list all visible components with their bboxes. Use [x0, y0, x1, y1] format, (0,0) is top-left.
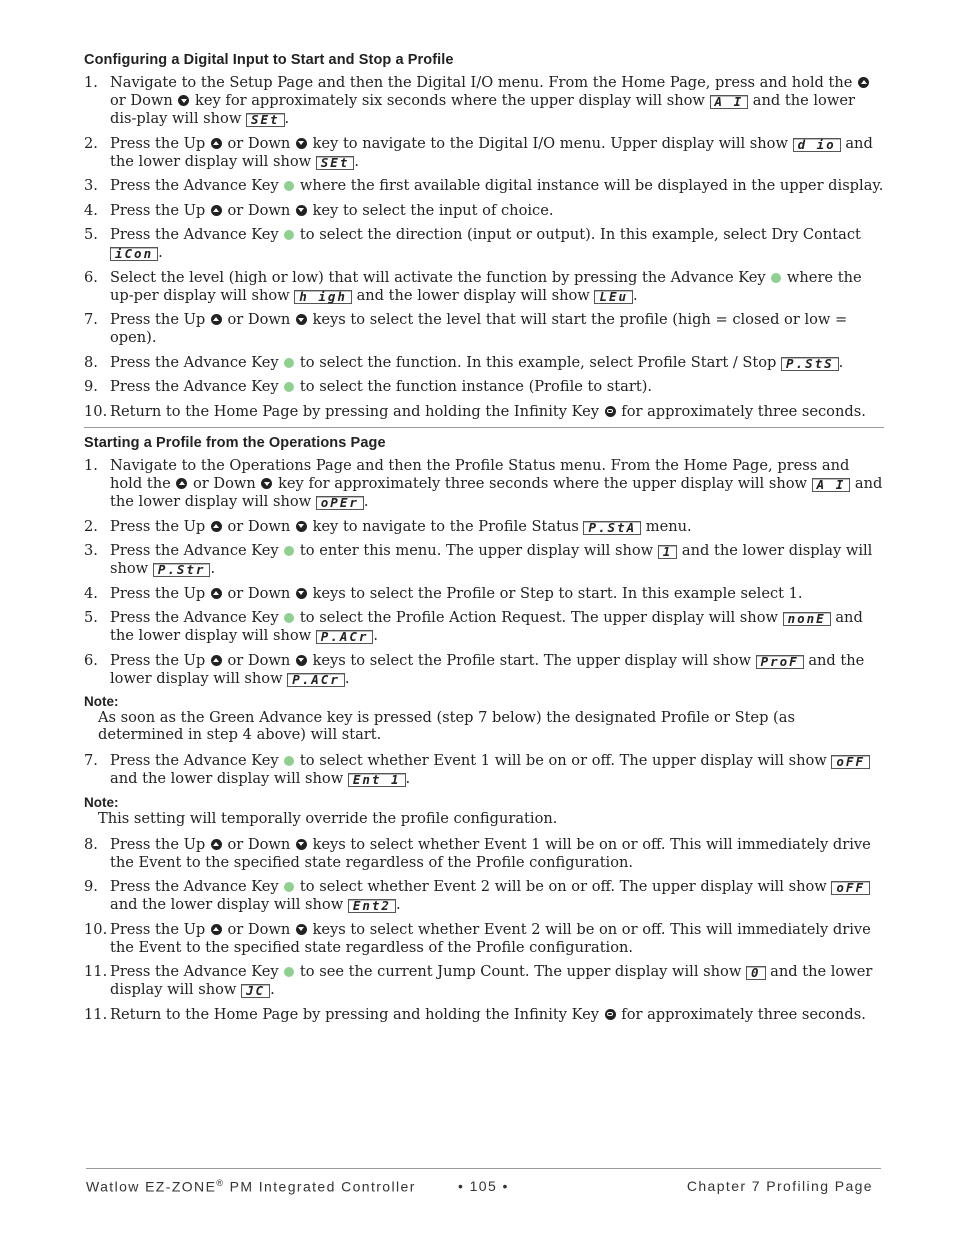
step-text-part: or Down [222, 835, 295, 853]
step-text [110, 836, 884, 872]
step-text-part: to see the current Jump Count. The upper display will show [295, 963, 746, 980]
display-readout: 0 [746, 966, 766, 980]
step-text-part: and the lower display will show [110, 134, 873, 170]
down-arrow-key-icon [261, 478, 272, 489]
step-text-part: keys to select the Profile start. The upper display will show [307, 651, 756, 669]
down-arrow-key-icon [296, 839, 307, 850]
step-text-part: to select the function instance (Profile to start). [295, 378, 653, 395]
display-readout: SEt [316, 156, 355, 170]
step-text-part: and the lower display will show [110, 475, 883, 510]
step-text-part: Press the Up [110, 517, 210, 535]
display-readout: ProF [756, 655, 804, 669]
step-text-part: Press the Advance Key [110, 226, 284, 243]
step-text-part: menu. [641, 517, 692, 535]
footer-product-name: PM Integrated Controller [224, 1178, 416, 1195]
step-text-part: keys to select whether Event 1 will be on or off. This will immediately drive the Event to the specified state regardless of the Profile configuration. [110, 835, 871, 871]
page-footer [86, 1168, 881, 1195]
step-number: 10. [84, 920, 108, 938]
step-text-part: Select the level (high or low) that will activate the function by pressing the Advance Key [110, 268, 771, 286]
step-text-part: where the up-per display will show [110, 268, 862, 304]
step-text [110, 135, 884, 171]
step-text-part: key for approximately three seconds where the upper display will show [273, 475, 812, 492]
list-item [84, 135, 884, 171]
list-item [84, 457, 884, 511]
step-text-part: and the lower display will show [110, 770, 348, 787]
note1-label: Note: [84, 694, 119, 709]
list-item [84, 609, 884, 645]
step-text-part: to select whether Event 1 will be on or off. The upper display will show [295, 752, 832, 769]
step-text-part: and the lower display will show [110, 542, 873, 577]
list-item [84, 836, 884, 872]
display-readout: JC [241, 984, 270, 998]
step-text-part: or Down [222, 584, 295, 602]
step-number: 4. [84, 584, 98, 602]
step-number: 10. [84, 402, 108, 420]
advance-key-icon [771, 273, 781, 283]
step-number: 1. [84, 74, 98, 91]
down-arrow-key-icon [296, 588, 307, 599]
step-text [110, 457, 884, 511]
step-text [110, 1006, 884, 1024]
display-readout: oFF [831, 881, 870, 895]
step-text-part: and the lower display will show [351, 286, 595, 304]
step-text-part: key to navigate to the Digital I/O menu. Upper display will show [307, 134, 793, 152]
up-arrow-key-icon [211, 205, 222, 216]
down-arrow-key-icon [178, 95, 189, 106]
list-item [84, 311, 884, 347]
list-item [84, 269, 884, 305]
advance-key-icon [284, 967, 294, 977]
list-item [84, 1006, 884, 1024]
advance-key-icon [284, 613, 294, 623]
note2-text: This setting will temporally override the profile configuration. [98, 809, 558, 827]
step-text-part: and the lower display will show [110, 651, 865, 687]
step-number: 9. [84, 878, 98, 895]
step-text-part: or Down [222, 201, 295, 219]
up-arrow-key-icon [211, 655, 222, 666]
advance-key-icon [284, 882, 294, 892]
display-readout: P.Str [153, 563, 211, 577]
up-arrow-key-icon [211, 314, 222, 325]
advance-key-icon [284, 230, 294, 240]
step-text-part: to enter this menu. The upper display will show [295, 542, 658, 559]
display-readout: iCon [110, 247, 158, 261]
footer-product [86, 1178, 416, 1195]
infinity-key-icon [605, 406, 616, 417]
step-text-part: and the lower display will show [110, 896, 348, 913]
step-number: 4. [84, 201, 98, 219]
step-text-part: or Down [222, 517, 295, 535]
note1-text: As soon as the Green Advance key is pressed (step 7 below) the designated Profile or Step (as determined in step 4 above) will start. [98, 709, 795, 743]
display-readout: P.ACr [316, 630, 374, 644]
step-number: 6. [84, 651, 98, 669]
advance-key-icon [284, 382, 294, 392]
step-text-part: and the lower display will show [110, 609, 863, 644]
step-text-part: . [838, 353, 844, 371]
page-content [84, 52, 884, 1030]
list-item [84, 542, 884, 578]
step-text [110, 403, 884, 421]
step-text-part: and the lower display will show [110, 963, 873, 998]
list-item [84, 963, 884, 999]
section2-steps-b [84, 752, 884, 788]
step-text-part: Press the Advance Key [110, 177, 284, 194]
step-number: 8. [84, 353, 98, 371]
step-text-part: for approximately three seconds. [616, 402, 866, 420]
step-text [110, 378, 884, 396]
step-text-part: to select the direction (input or output). In this example, select Dry Contact [295, 226, 861, 243]
display-readout: oFF [831, 755, 870, 769]
list-item [84, 752, 884, 788]
list-item [84, 354, 884, 372]
step-text [110, 542, 884, 578]
step-text [110, 878, 884, 914]
step-number: 2. [84, 517, 98, 535]
step-text-part: Press the Up [110, 134, 210, 152]
step-number: 11. [84, 963, 108, 980]
down-arrow-key-icon [296, 138, 307, 149]
display-readout: P.ACr [287, 673, 345, 687]
step-text-part: Press the Up [110, 201, 210, 219]
down-arrow-key-icon [296, 205, 307, 216]
step-text [110, 311, 884, 347]
note2-label: Note: [84, 794, 119, 810]
step-text [110, 921, 884, 957]
step-text-part: . [363, 493, 369, 510]
step-text-part: . [158, 244, 163, 261]
step-text-part: to select whether Event 2 will be on or off. The upper display will show [295, 878, 832, 895]
step-text-part: . [395, 896, 401, 913]
footer-page-number: • 105 • [458, 1178, 509, 1194]
step-text-part: or Down [222, 311, 295, 328]
list-item [84, 177, 884, 195]
step-text-part: or Down [222, 134, 295, 152]
registered-mark: ® [216, 1178, 225, 1188]
step-text-part: where the first available digital instance will be displayed in the upper display. [295, 177, 884, 194]
step-text-part: keys to select the Profile or Step to start. In this example select 1. [307, 584, 803, 602]
step-text-part: keys to select the level that will start the profile (high = closed or low = open). [110, 311, 848, 346]
step-text-part: . [373, 627, 379, 644]
step-text-part: key to select the input of choice. [307, 201, 554, 219]
step-text-part: Navigate to the Operations Page and then the Profile Status menu. From the Home Page, press and hold the [110, 457, 850, 492]
step-text-part: Press the Up [110, 835, 210, 853]
step-text-part: . [354, 152, 359, 170]
down-arrow-key-icon [296, 924, 307, 935]
up-arrow-key-icon [176, 478, 187, 489]
step-text [110, 177, 884, 195]
step-number: 1. [84, 457, 98, 474]
footer-brand: Watlow EZ-ZONE [86, 1178, 217, 1195]
step-text-part: Press the Up [110, 651, 210, 669]
section1-steps [84, 74, 884, 421]
step-text [110, 74, 884, 128]
step-number: 6. [84, 268, 98, 286]
step-text [110, 752, 884, 788]
step-text [110, 518, 884, 536]
up-arrow-key-icon [211, 924, 222, 935]
list-item [84, 403, 884, 421]
step-text [110, 202, 884, 220]
step-number: 3. [84, 177, 98, 194]
step-text-part: Press the Up [110, 311, 210, 328]
step-text-part: or Down [222, 651, 295, 669]
step-text-part: . [284, 110, 290, 127]
display-readout: 1 [658, 545, 678, 559]
section2-heading: Starting a Profile from the Operations Page [84, 435, 386, 451]
up-arrow-key-icon [211, 588, 222, 599]
step-number: 3. [84, 542, 98, 559]
up-arrow-key-icon [211, 138, 222, 149]
advance-key-icon [284, 358, 294, 368]
step-text-part: Press the Advance Key [110, 609, 284, 626]
step-text-part: . [344, 669, 350, 687]
step-text-part: Press the Advance Key [110, 378, 284, 395]
step-text [110, 652, 884, 688]
step-text-part: Press the Advance Key [110, 963, 284, 980]
step-text-part: . [210, 560, 216, 577]
step-text-part: Press the Up [110, 920, 210, 938]
step-number: 7. [84, 752, 98, 769]
down-arrow-key-icon [296, 314, 307, 325]
step-text-part: . [270, 981, 275, 998]
up-arrow-key-icon [211, 521, 222, 532]
step-text-part: and the lower dis-play will show [110, 92, 855, 127]
step-text [110, 585, 884, 603]
step-text-part: . [633, 286, 638, 304]
down-arrow-key-icon [296, 655, 307, 666]
list-item [84, 378, 884, 396]
step-text [110, 269, 884, 305]
display-readout: P.StA [583, 521, 641, 535]
step-number: 8. [84, 835, 98, 853]
step-text-part: Press the Advance Key [110, 752, 284, 769]
down-arrow-key-icon [296, 521, 307, 532]
step-text [110, 226, 884, 262]
list-item [84, 652, 884, 688]
step-text-part: Navigate to the Setup Page and then the Digital I/O menu. From the Home Page, press and hold the [110, 74, 858, 91]
display-readout: nonE [783, 612, 831, 626]
display-readout: SEt [246, 113, 285, 127]
step-text-part: Press the Advance Key [110, 542, 284, 559]
step-text-part: or Down [110, 92, 178, 109]
display-readout: d io [793, 138, 841, 152]
step-text-part: Press the Up [110, 584, 210, 602]
display-readout: h igh [294, 290, 352, 304]
step-number: 5. [84, 609, 98, 626]
list-item [84, 74, 884, 128]
list-item [84, 878, 884, 914]
step-text [110, 354, 884, 372]
up-arrow-key-icon [211, 839, 222, 850]
display-readout: Ent 1 [348, 773, 406, 787]
display-readout: A I [710, 95, 749, 109]
step-text-part: to select the function. In this example, select Profile Start / Stop [295, 353, 782, 371]
footer-chapter: Chapter 7 Profiling Page [686, 1178, 873, 1194]
advance-key-icon [284, 181, 294, 191]
list-item [84, 921, 884, 957]
list-item [84, 202, 884, 220]
step-number: 7. [84, 311, 98, 328]
display-readout: LEu [594, 290, 633, 304]
step-number: 2. [84, 134, 98, 152]
step-text-part: Return to the Home Page by pressing and holding the Infinity Key [110, 1005, 604, 1023]
section1-heading: Configuring a Digital Input to Start and Stop a Profile [84, 52, 454, 68]
step-text [110, 609, 884, 645]
display-readout: P.StS [781, 357, 839, 371]
up-arrow-key-icon [858, 77, 869, 88]
advance-key-icon [284, 756, 294, 766]
step-text-part: Press the Advance Key [110, 878, 284, 895]
section-divider [84, 427, 884, 428]
list-item [84, 518, 884, 536]
step-text-part: key for approximately six seconds where the upper display will show [190, 92, 710, 109]
step-number: 9. [84, 378, 98, 395]
step-text-part: Press the Advance Key [110, 353, 284, 371]
step-number: 5. [84, 226, 98, 243]
list-item [84, 585, 884, 603]
display-readout: oPEr [316, 496, 364, 510]
step-text-part: or Down [188, 475, 261, 492]
step-text-part: or Down [222, 920, 295, 938]
advance-key-icon [284, 546, 294, 556]
infinity-key-icon [605, 1009, 616, 1020]
list-item [84, 226, 884, 262]
step-number: 11. [84, 1005, 108, 1023]
section2-steps-a [84, 457, 884, 688]
step-text [110, 963, 884, 999]
step-text-part: Return to the Home Page by pressing and holding the Infinity Key [110, 402, 604, 420]
step-text-part: keys to select whether Event 2 will be on or off. This will immediately drive the Event to the specified state regardless of the Profile configuration. [110, 920, 871, 956]
display-readout: A I [812, 478, 851, 492]
section2-steps-c [84, 836, 884, 1024]
step-text-part: key to navigate to the Profile Status [307, 517, 584, 535]
step-text-part: for approximately three seconds. [616, 1005, 866, 1023]
step-text-part: to select the Profile Action Request. The upper display will show [295, 609, 783, 626]
display-readout: Ent2 [348, 899, 396, 913]
step-text-part: . [405, 770, 411, 787]
